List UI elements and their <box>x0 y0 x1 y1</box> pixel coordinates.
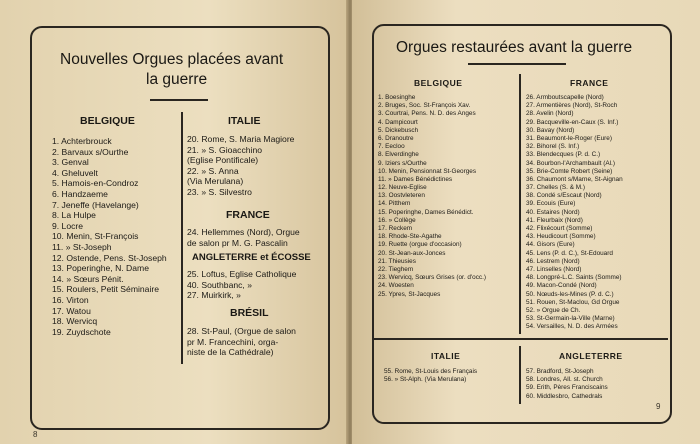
list-item: 29. Bacqueville-en-Caux (S. Inf.) <box>526 118 619 126</box>
list-item: 20. St-Jean-aux-Jonces <box>378 249 446 257</box>
list-item: 12. Ostende, Pens. St-Joseph <box>52 252 167 263</box>
left-page <box>0 0 348 444</box>
list-item: 23. » S. Silvestro <box>187 186 252 197</box>
page-number: 9 <box>656 402 661 411</box>
list-item: 3. Courtrai, Pens. N. D. des Anges <box>378 110 476 118</box>
list-item: 5. Hamois-en-Condroz <box>52 178 139 189</box>
list-item: 7. Jeneffe (Havelange) <box>52 199 139 210</box>
list-item: 6. Handzaeme <box>52 188 108 199</box>
list-item: 35. Brie-Comte Robert (Seine) <box>526 167 613 175</box>
list-item: 58. Londres, All. st. Church <box>526 376 603 384</box>
right-title: Orgues restaurées avant la guerre <box>396 39 633 56</box>
list-item: 23. Wervicq, Sœurs Grises (or. d'occ.) <box>378 274 486 282</box>
left-angleterre-heading: ANGLETERRE et ÉCOSSE <box>192 252 311 263</box>
list-item: 2. Barvaux s/Ourthe <box>52 146 129 157</box>
list-item: 25. Ypres, St-Jacques <box>378 290 441 298</box>
list-item: 28. Avelin (Nord) <box>526 110 574 118</box>
list-item: pr M. Francechini, orga- <box>187 336 279 347</box>
list-item: 11. » St-Joseph <box>52 241 112 252</box>
right-page <box>352 0 700 444</box>
list-item: 27. Armentières (Nord), St-Roch <box>526 102 618 110</box>
list-item: niste de la Cathédrale) <box>187 347 274 358</box>
list-item: 20. Rome, S. Maria Magiore <box>187 134 295 144</box>
list-item: 13. Oostvleteren <box>378 192 425 200</box>
left-bresil-heading: BRÉSIL <box>230 307 269 319</box>
list-item: 19. Ruette (orgue d'occasion) <box>378 241 462 249</box>
list-item: 18. Wervicq <box>52 316 98 327</box>
list-item: 8. La Hulpe <box>52 210 96 221</box>
list-item: 7. Eecloo <box>378 143 405 151</box>
list-item: 18. Rhode-Ste-Agathe <box>378 233 442 241</box>
list-item: 39. Ecouis (Eure) <box>526 200 576 208</box>
list-item: (Via Merulana) <box>187 176 244 187</box>
list-item: (Eglise Pontificale) <box>187 155 259 166</box>
list-item: 12. Neuve-Eglise <box>378 184 427 192</box>
list-item: 37. Chelles (S. & M.) <box>526 184 585 192</box>
list-item: 24. Hellemmes (Nord), Orgue <box>187 227 300 237</box>
list-item: 34. Bourbon-l'Archambault (Al.) <box>526 159 615 167</box>
right-angleterre-heading: ANGLETERRE <box>559 351 623 361</box>
list-item: 4. Gheluvelt <box>52 167 98 178</box>
list-item: 1. Boesinghe <box>378 94 416 101</box>
left-italie-heading: ITALIE <box>228 115 261 127</box>
list-item: 43. Heudicourt (Somme) <box>526 233 596 241</box>
list-item: 50. Nœuds-les-Mines (P. d. C.) <box>526 290 614 298</box>
list-item: 3. Genval <box>52 157 89 168</box>
list-item: 16. » Collège <box>378 216 416 224</box>
list-item: 25. Loftus, Eglise Catholique <box>187 269 297 279</box>
list-item: 9. Iziers s/Ourthe <box>378 159 427 167</box>
list-item: 13. Poperinghe, N. Dame <box>52 263 149 274</box>
list-item: 42. Flixécourt (Somme) <box>526 225 593 232</box>
list-item: 41. Fleurbaix (Nord) <box>526 216 583 224</box>
list-item: 36. Chaumont s/Marne, St-Aignan <box>526 175 623 183</box>
list-item: 31. Beaumont-le-Roger (Eure) <box>526 134 612 142</box>
list-item: 4. Dampicourt <box>378 118 418 126</box>
right-title-rule <box>468 63 566 65</box>
list-item: 60. Middlesbro, Cathedrals <box>526 392 603 400</box>
list-item: 26. Armboutscapelle (Nord) <box>526 94 604 101</box>
list-item: 14. » Sœurs Pénit. <box>52 273 124 284</box>
right-france-heading: FRANCE <box>570 78 609 88</box>
right-italie-list <box>384 368 477 384</box>
list-item: 22. Tieghem <box>378 265 414 273</box>
left-france-heading: FRANCE <box>226 209 270 221</box>
list-item: 10. Menin, Pensionnat St-Georges <box>378 167 477 175</box>
right-horizontal-divider <box>372 338 668 340</box>
list-item: 44. Gisors (Eure) <box>526 241 575 249</box>
list-item: 2. Bruges, Soc. St-François Xav. <box>378 102 471 110</box>
list-item: 9. Locre <box>52 220 84 231</box>
list-item: 56. » St-Alph. (Via Merulana) <box>384 376 467 384</box>
list-item: 17. Watou <box>52 305 91 316</box>
list-item: 59. Erith, Pères Franciscains <box>526 384 608 392</box>
list-item: 55. Rome, St-Louis des Français <box>384 368 478 375</box>
list-item: de salon pr M. G. Pascalin <box>187 237 288 248</box>
right-belgique-list <box>378 94 486 299</box>
left-title-rule <box>150 99 208 101</box>
list-item: 10. Menin, St-François <box>52 231 139 242</box>
left-title-line2: la guerre <box>146 71 208 88</box>
list-item: 15. Poperinghe, Dames Bénédict. <box>378 208 474 216</box>
list-item: 30. Bavay (Nord) <box>526 126 575 134</box>
left-italie-list <box>187 134 294 198</box>
left-angleterre-list <box>187 269 296 301</box>
list-item: 1. Achterbrouck <box>52 136 112 146</box>
list-item: 8. Elverdinghe <box>378 151 419 159</box>
list-item: 33. Blendecques (P. d. C.) <box>526 151 601 159</box>
list-item: 46. Lestrem (Nord) <box>526 257 580 265</box>
list-item: 38. Condé s/Escaut (Nord) <box>526 192 602 200</box>
list-item: 47. Linselles (Nord) <box>526 265 582 273</box>
list-item: 19. Zuydschote <box>52 326 111 337</box>
left-column-divider <box>181 112 183 364</box>
list-item: 11. » Dames Bénédictines <box>378 175 453 183</box>
list-item: 6. Dranoutre <box>378 134 414 142</box>
list-item: 28. St-Paul, (Orgue de salon <box>187 326 296 336</box>
list-item: 24. Woesten <box>378 282 414 290</box>
right-upper-divider <box>519 74 521 334</box>
list-item: 16. Virton <box>52 294 89 305</box>
right-france-list <box>526 94 623 331</box>
list-item: 40. Estaires (Nord) <box>526 208 580 216</box>
list-item: 54. Versailles, N. D. des Armées <box>526 323 618 331</box>
right-lower-divider <box>519 346 521 404</box>
left-title-line1: Nouvelles Orgues placées avant <box>60 51 284 68</box>
left-belgique-list <box>52 136 167 337</box>
list-item: 15. Roulers, Petit Séminaire <box>52 284 159 295</box>
list-item: 53. St-Germain-la-Ville (Marne) <box>526 315 615 323</box>
left-france-list <box>187 227 300 248</box>
list-item: 17. Reckem <box>378 225 413 232</box>
right-angleterre-list <box>526 368 608 401</box>
list-item: 57. Bradford, St-Joseph <box>526 368 594 375</box>
list-item: 21. Thieusies <box>378 257 416 265</box>
list-item: 48. Longpré-L.C. Saints (Somme) <box>526 274 622 282</box>
left-bresil-list <box>187 326 296 358</box>
left-belgique-heading: BELGIQUE <box>80 115 135 127</box>
list-item: 5. Dickebusch <box>378 126 419 134</box>
list-item: 22. » S. Anna <box>187 165 239 176</box>
page-number: 8 <box>33 430 38 439</box>
list-item: 21. » S. Gioacchino <box>187 144 263 155</box>
list-item: 52. » Orgue de Ch. <box>526 306 581 314</box>
list-item: 32. Bihorel (S. Inf.) <box>526 143 580 151</box>
list-item: 14. Pitthem <box>378 200 411 208</box>
right-belgique-heading: BELGIQUE <box>414 78 463 88</box>
list-item: 49. Macon-Condé (Nord) <box>526 282 597 290</box>
list-item: 40. Southbanc, » <box>187 279 252 290</box>
list-item: 45. Lens (P. d. C.), St-Edouard <box>526 249 613 257</box>
list-item: 51. Rouen, St-Maclou, Gd Orgue <box>526 298 620 306</box>
list-item: 27. Muirkirk, » <box>187 290 241 301</box>
right-italie-heading: ITALIE <box>431 351 461 361</box>
